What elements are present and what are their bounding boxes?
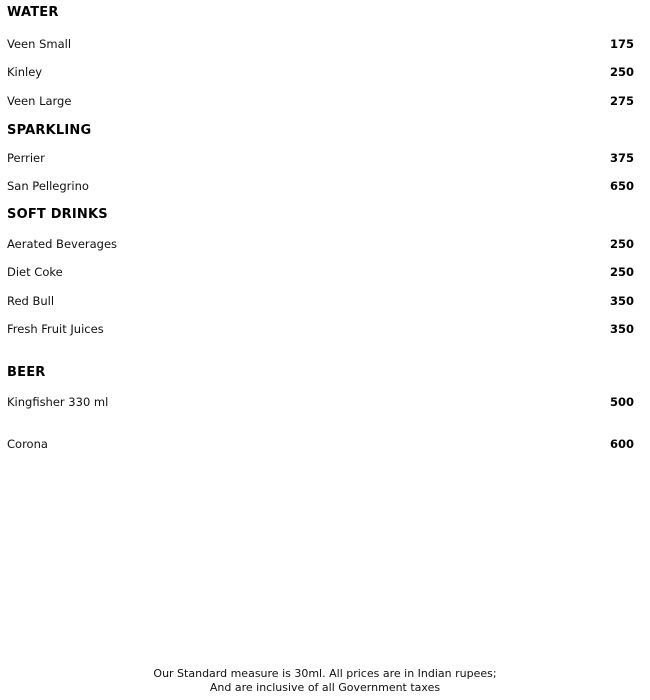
item-name: Aerated Beverages (7, 237, 118, 251)
menu-item (7, 294, 634, 308)
item-name: Corona (7, 437, 48, 451)
item-price: 175 (609, 37, 634, 51)
item-price: 500 (609, 395, 634, 409)
item-name: Red Bull (7, 294, 55, 308)
menu-item (7, 151, 634, 165)
item-name: Kinley (7, 65, 43, 79)
item-price: 350 (609, 322, 634, 336)
menu-item (7, 437, 634, 451)
menu-item (7, 395, 634, 409)
item-price: 375 (609, 151, 634, 165)
section-heading-water: WATER (7, 5, 59, 20)
menu-item (7, 94, 634, 108)
item-price: 600 (609, 437, 634, 451)
footer-line-2: And are inclusive of all Government taxes (209, 681, 441, 694)
item-price: 275 (609, 94, 634, 108)
item-name: Veen Small (7, 37, 72, 51)
footer-line-1: Our Standard measure is 30ml. All prices are in Indian rupees; (153, 667, 497, 680)
item-name: Perrier (7, 151, 45, 165)
section-heading-sparkling: SPARKLING (7, 123, 92, 138)
item-price: 250 (609, 265, 634, 279)
item-name: Diet Coke (7, 265, 63, 279)
menu-item (7, 65, 634, 79)
section-heading-soft-drinks: SOFT DRINKS (7, 207, 108, 222)
item-name: San Pellegrino (7, 179, 89, 193)
item-price: 650 (609, 179, 634, 193)
menu-item (7, 322, 634, 336)
item-price: 250 (609, 65, 634, 79)
menu-item (7, 179, 634, 193)
item-name: Veen Large (7, 94, 72, 108)
menu-item (7, 265, 634, 279)
item-price: 350 (609, 294, 634, 308)
item-name: Kingfisher 330 ml (7, 395, 109, 409)
item-name: Fresh Fruit Juices (7, 322, 104, 336)
footer-note (0, 667, 650, 695)
menu-item (7, 37, 634, 51)
section-heading-beer: BEER (7, 365, 46, 380)
menu-item (7, 237, 634, 251)
item-price: 250 (609, 237, 634, 251)
